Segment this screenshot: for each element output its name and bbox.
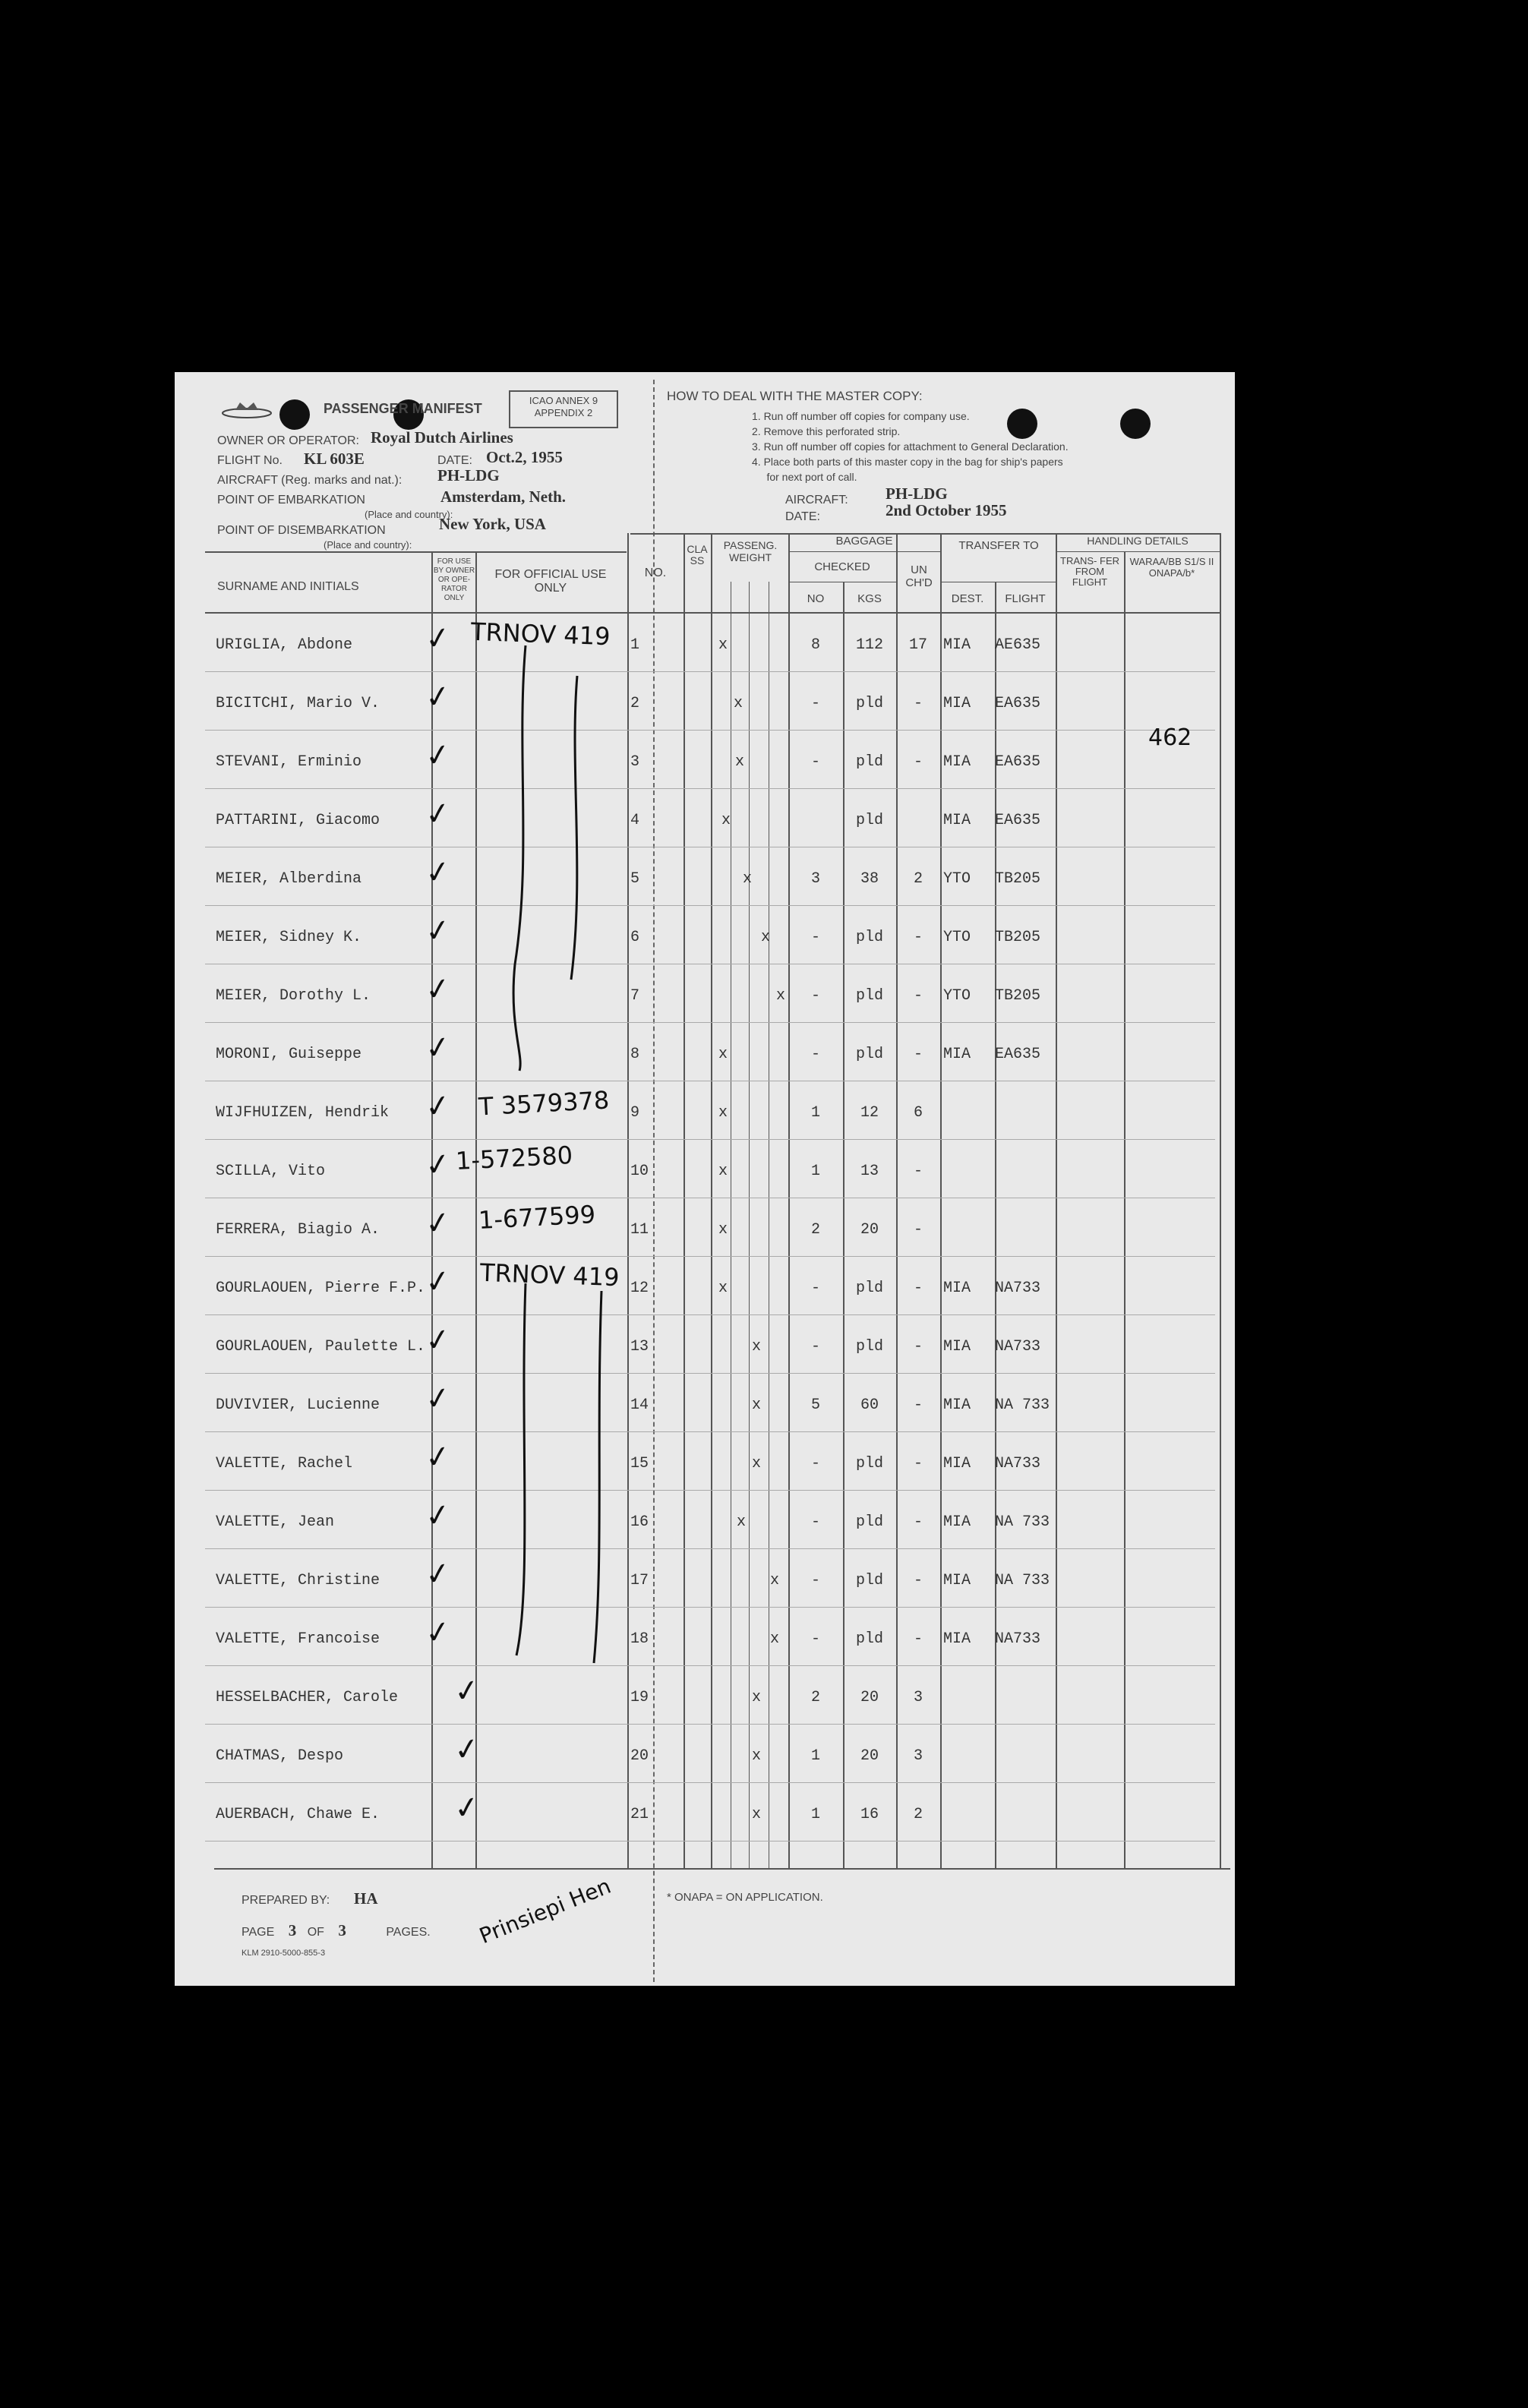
passenger-no: 17 [630,1572,649,1589]
baggage-kgs: 13 [860,1163,879,1180]
passenger-weight-mark: x [718,1104,728,1122]
baggage-count: 8 [810,636,820,654]
handwritten-ditto-lines [175,372,1235,1986]
baggage-count: 1 [810,1104,820,1122]
handwritten-trnov: TRNOV 419 [470,617,611,652]
baggage-unchecked: - [913,1280,923,1297]
passenger-weight-mark: x [734,753,744,771]
passenger-name: FERRERA, Biagio A. [216,1221,380,1239]
transfer-flight: NA 733 [995,1397,1050,1414]
instruction-item: 3. Run off number off copies for attachment to General Declaration. [752,440,1069,453]
baggage-kgs: 20 [860,1747,879,1765]
passenger-weight-mark: x [742,870,752,888]
check-mark-icon: ✓ [422,1613,453,1652]
baggage-kgs: pld [855,695,883,712]
header-official: FOR OFFICIAL USE ONLY [494,568,607,595]
transfer-flight: NA733 [995,1280,1041,1297]
date-value: Oct.2, 1955 [486,448,563,466]
check-mark-icon: ✓ [422,1028,453,1068]
baggage-count: - [810,1338,820,1355]
passenger-name: WIJFHUIZEN, Hendrik [216,1104,390,1122]
form-code: KLM 2910-5000-855-3 [242,1949,326,1958]
passenger-weight-mark: x [718,1221,728,1239]
instruction-item: 4. Place both parts of this master copy in the bag for ship's papers [752,456,1063,468]
baggage-kgs: 60 [860,1397,879,1414]
passenger-name: MEIER, Alberdina [216,870,362,888]
handwritten-trnov: TRNOV 419 [479,1258,620,1292]
passenger-weight-mark: x [769,1572,779,1589]
transfer-flight: NA 733 [995,1572,1050,1589]
instruction-item: 2. Remove this perforated strip. [752,425,901,437]
baggage-count: 2 [810,1221,820,1239]
baggage-kgs: pld [855,1572,883,1589]
baggage-count: - [810,753,820,771]
passenger-name: GOURLAOUEN, Pierre F.P. [216,1280,426,1297]
baggage-kgs: pld [855,929,883,946]
header-baggage: BAGGAGE [835,535,893,548]
embark-value: Amsterdam, Neth. [440,488,567,506]
passenger-no: 6 [630,929,640,946]
instruction-item: 1. Run off number off copies for company use. [752,410,970,422]
baggage-count: - [810,1513,820,1531]
header-surname: SURNAME AND INITIALS [217,580,359,593]
header-transfer-from: TRANS- FER FROM FLIGHT [1060,555,1119,588]
baggage-kgs: 20 [860,1689,879,1706]
passenger-weight-mark: x [751,1806,761,1823]
transfer-flight: NA733 [995,1338,1041,1355]
baggage-kgs: pld [855,1280,883,1297]
header-handling: HANDLING DETAILS [1087,535,1189,547]
page-count [242,1921,431,1940]
passenger-name: VALETTE, Francoise [216,1630,380,1648]
baggage-unchecked: 3 [913,1747,923,1765]
passenger-name: MEIER, Sidney K. [216,929,362,946]
passenger-no: 8 [630,1046,640,1063]
baggage-kgs: 20 [860,1221,879,1239]
manifest-sheet [175,372,1235,1986]
check-mark-icon: ✓ [422,1087,453,1126]
page-label: PAGE [242,1926,275,1939]
baggage-kgs: 38 [860,870,879,888]
baggage-unchecked: 2 [913,1806,923,1823]
transfer-flight: TB205 [995,987,1041,1005]
baggage-count: - [810,1572,820,1589]
place-country-label: (Place and country): [365,509,453,520]
passenger-no: 13 [630,1338,649,1355]
passenger-weight-mark: x [751,1338,761,1355]
baggage-unchecked: - [913,753,923,771]
baggage-unchecked: - [913,1513,923,1531]
baggage-kgs: pld [855,1455,883,1472]
passenger-name: PATTARINI, Giacomo [216,812,380,829]
passenger-name: SCILLA, Vito [216,1163,326,1180]
passenger-name: BICITCHI, Mario V. [216,695,380,712]
handwritten-doc-number: T 3579378 [478,1085,611,1122]
transfer-flight: EA635 [995,812,1041,829]
passenger-no: 7 [630,987,640,1005]
check-mark-icon: ✓ [422,1262,453,1302]
baggage-unchecked: - [913,695,923,712]
check-mark-icon: ✓ [422,1145,453,1185]
baggage-count: 1 [810,1747,820,1765]
transfer-dest: MIA [943,1572,971,1589]
passenger-no: 11 [630,1221,649,1239]
passenger-name: VALETTE, Christine [216,1572,380,1589]
check-mark-icon: ✓ [422,619,453,658]
check-mark-icon: ✓ [422,1204,453,1243]
check-mark-icon: ✓ [451,1730,482,1769]
passenger-no: 5 [630,870,640,888]
place-country-label: (Place and country): [324,539,412,551]
check-mark-icon: ✓ [422,794,453,834]
check-mark-icon: ✓ [422,677,453,717]
passenger-no: 4 [630,812,640,829]
transfer-dest: MIA [943,695,971,712]
annex-line2: APPENDIX 2 [534,407,593,418]
passenger-no: 16 [630,1513,649,1531]
baggage-kgs: pld [855,753,883,771]
flight-value: KL 603E [304,450,365,468]
baggage-kgs: pld [855,1630,883,1648]
transfer-flight: TB205 [995,929,1041,946]
passenger-weight-mark: x [751,1689,761,1706]
handwritten-page-number: 462 [1148,724,1192,751]
passenger-weight-mark: x [775,987,785,1005]
onapa-note: * ONAPA = ON APPLICATION. [667,1891,823,1904]
transfer-flight: NA733 [995,1455,1041,1472]
check-mark-icon: ✓ [422,736,453,775]
passenger-weight-mark: x [718,636,728,654]
baggage-count: 2 [810,1689,820,1706]
baggage-unchecked: 2 [913,870,923,888]
passenger-no: 19 [630,1689,649,1706]
disembark-value: New York, USA [439,515,546,533]
transfer-flight: EA635 [995,1046,1041,1063]
instructions-heading: HOW TO DEAL WITH THE MASTER COPY: [667,389,923,403]
transfer-dest: YTO [943,987,971,1005]
handwritten-doc-number: 1-572580 [455,1140,573,1176]
of-label: OF [307,1926,324,1939]
prepared-label: PREPARED BY: [242,1894,330,1907]
baggage-unchecked: - [913,1397,923,1414]
check-mark-icon: ✓ [422,1496,453,1535]
transfer-flight: NA733 [995,1630,1041,1648]
baggage-count: - [810,929,820,946]
owner-label: OWNER OR OPERATOR: [217,434,359,447]
baggage-count: - [810,987,820,1005]
passenger-name: DUVIVIER, Lucienne [216,1397,380,1414]
baggage-unchecked: - [913,1572,923,1589]
check-mark-icon: ✓ [422,853,453,892]
header-class: CLASS [687,543,708,566]
handwritten-doc-number: 1-677599 [478,1199,596,1236]
transfer-dest: MIA [943,1046,971,1063]
transfer-dest: MIA [943,1397,971,1414]
passenger-name: CHATMAS, Despo [216,1747,344,1765]
header-no: NO. [644,566,667,579]
baggage-kgs: pld [855,812,883,829]
disembark-label: POINT OF DISEMBARKATION [217,524,386,537]
passenger-weight-mark: x [718,1280,728,1297]
passenger-weight-mark: x [760,929,770,946]
baggage-count: - [810,1455,820,1472]
passenger-weight-mark: x [718,1046,728,1063]
baggage-kgs: 12 [860,1104,879,1122]
header-transfer: TRANSFER TO [958,539,1039,552]
aircraft-label: AIRCRAFT (Reg. marks and nat.): [217,474,403,487]
baggage-count: - [810,1630,820,1648]
passenger-no: 15 [630,1455,649,1472]
header-checked: CHECKED [814,560,870,573]
transfer-flight: NA 733 [995,1513,1050,1531]
baggage-unchecked: - [913,1338,923,1355]
passenger-no: 1 [630,636,640,654]
baggage-kgs: pld [855,987,883,1005]
passenger-weight-mark: x [718,1163,728,1180]
passenger-name: URIGLIA, Abdone [216,636,353,654]
check-mark-icon: ✓ [422,1321,453,1360]
passenger-no: 18 [630,1630,649,1648]
baggage-count: - [810,1046,820,1063]
header-for-use: FOR USE BY OWNER OR OPE- RATOR ONLY [433,557,475,602]
form-title: PASSENGER MANIFEST [324,401,482,416]
flight-label: FLIGHT No. [217,454,283,467]
transfer-dest: MIA [943,1513,971,1531]
transfer-dest: MIA [943,812,971,829]
page-number: 3 [288,1921,297,1939]
baggage-count: 1 [810,1806,820,1823]
baggage-count: 5 [810,1397,820,1414]
check-mark-icon: ✓ [422,911,453,951]
page-total: 3 [338,1921,346,1939]
check-mark-icon: ✓ [451,1788,482,1828]
baggage-count: - [810,1280,820,1297]
pages-label: PAGES. [386,1926,431,1939]
transfer-dest: MIA [943,1338,971,1355]
passenger-no: 2 [630,695,640,712]
passenger-weight-mark: x [751,1747,761,1765]
baggage-count: 3 [810,870,820,888]
header-kgs: KGS [857,592,882,605]
passenger-name: GOURLAOUEN, Paulette L. [216,1338,426,1355]
baggage-kgs: pld [855,1046,883,1063]
instructions-date-label: DATE: [785,510,820,523]
passenger-no: 20 [630,1747,649,1765]
baggage-kgs: pld [855,1338,883,1355]
passenger-name: AUERBACH, Chawe E. [216,1806,380,1823]
passenger-weight-mark: x [751,1397,761,1414]
header-unchd: UN CH'D [905,563,933,589]
transfer-dest: MIA [943,636,971,654]
baggage-unchecked: - [913,929,923,946]
transfer-dest: MIA [943,1630,971,1648]
baggage-kgs: 112 [855,636,883,654]
transfer-flight: AE635 [995,636,1041,654]
passenger-no: 14 [630,1397,649,1414]
baggage-kgs: 16 [860,1806,879,1823]
annex-line1: ICAO ANNEX 9 [529,395,598,406]
embark-label: POINT OF EMBARKATION [217,494,365,507]
baggage-unchecked: - [913,1630,923,1648]
passenger-no: 9 [630,1104,640,1122]
passenger-no: 21 [630,1806,649,1823]
baggage-count: 1 [810,1163,820,1180]
baggage-unchecked: - [913,1455,923,1472]
passenger-name: STEVANI, Erminio [216,753,362,771]
passenger-no: 10 [630,1163,649,1180]
transfer-flight: TB205 [995,870,1041,888]
header-dest: DEST. [951,592,984,605]
baggage-unchecked: 6 [913,1104,923,1122]
check-mark-icon: ✓ [422,970,453,1009]
handwritten-signature: Prinsiepi Hen [475,1873,615,1949]
header-bag-no: NO [807,592,825,605]
passenger-weight-mark: x [751,1455,761,1472]
passenger-no: 12 [630,1280,649,1297]
transfer-dest: MIA [943,1455,971,1472]
check-mark-icon: ✓ [422,1438,453,1477]
transfer-flight: EA635 [995,695,1041,712]
baggage-unchecked: - [913,987,923,1005]
baggage-unchecked: - [913,1221,923,1239]
date-label: DATE: [437,454,472,467]
passenger-name: VALETTE, Jean [216,1513,335,1531]
passenger-name: MORONI, Guiseppe [216,1046,362,1063]
passenger-weight-mark: x [721,812,731,829]
baggage-unchecked: - [913,1163,923,1180]
passenger-weight-mark: x [769,1630,779,1648]
passenger-name: MEIER, Dorothy L. [216,987,371,1005]
check-mark-icon: ✓ [422,1379,453,1419]
transfer-flight: EA635 [995,753,1041,771]
baggage-kgs: pld [855,1513,883,1531]
passenger-weight-mark: x [736,1513,746,1531]
check-mark-icon: ✓ [422,1554,453,1594]
check-mark-icon: ✓ [451,1671,482,1711]
owner-value: Royal Dutch Airlines [371,428,513,447]
baggage-count: - [810,695,820,712]
passenger-no: 3 [630,753,640,771]
baggage-unchecked: - [913,1046,923,1063]
baggage-unchecked: 3 [913,1689,923,1706]
passenger-name: VALETTE, Rachel [216,1455,353,1472]
header-flight: FLIGHT [1005,592,1046,605]
instructions-date-value: 2nd October 1955 [886,501,1007,519]
transfer-dest: YTO [943,870,971,888]
transfer-dest: MIA [943,753,971,771]
aircraft-value: PH-LDG [437,466,500,484]
instructions-aircraft-value: PH-LDG [886,484,948,503]
prepared-value: HA [354,1889,378,1908]
instructions-aircraft-label: AIRCRAFT: [785,494,848,507]
header-waraa: WARAA/BB S1/S II ONAPA/b* [1129,556,1214,579]
transfer-dest: MIA [943,1280,971,1297]
instruction-item: for next port of call. [752,471,857,483]
passenger-weight-mark: x [733,695,743,712]
header-weight: PASSENG. WEIGHT [723,539,778,563]
passenger-name: HESSELBACHER, Carole [216,1689,399,1706]
transfer-dest: YTO [943,929,971,946]
baggage-unchecked: 17 [908,636,927,654]
